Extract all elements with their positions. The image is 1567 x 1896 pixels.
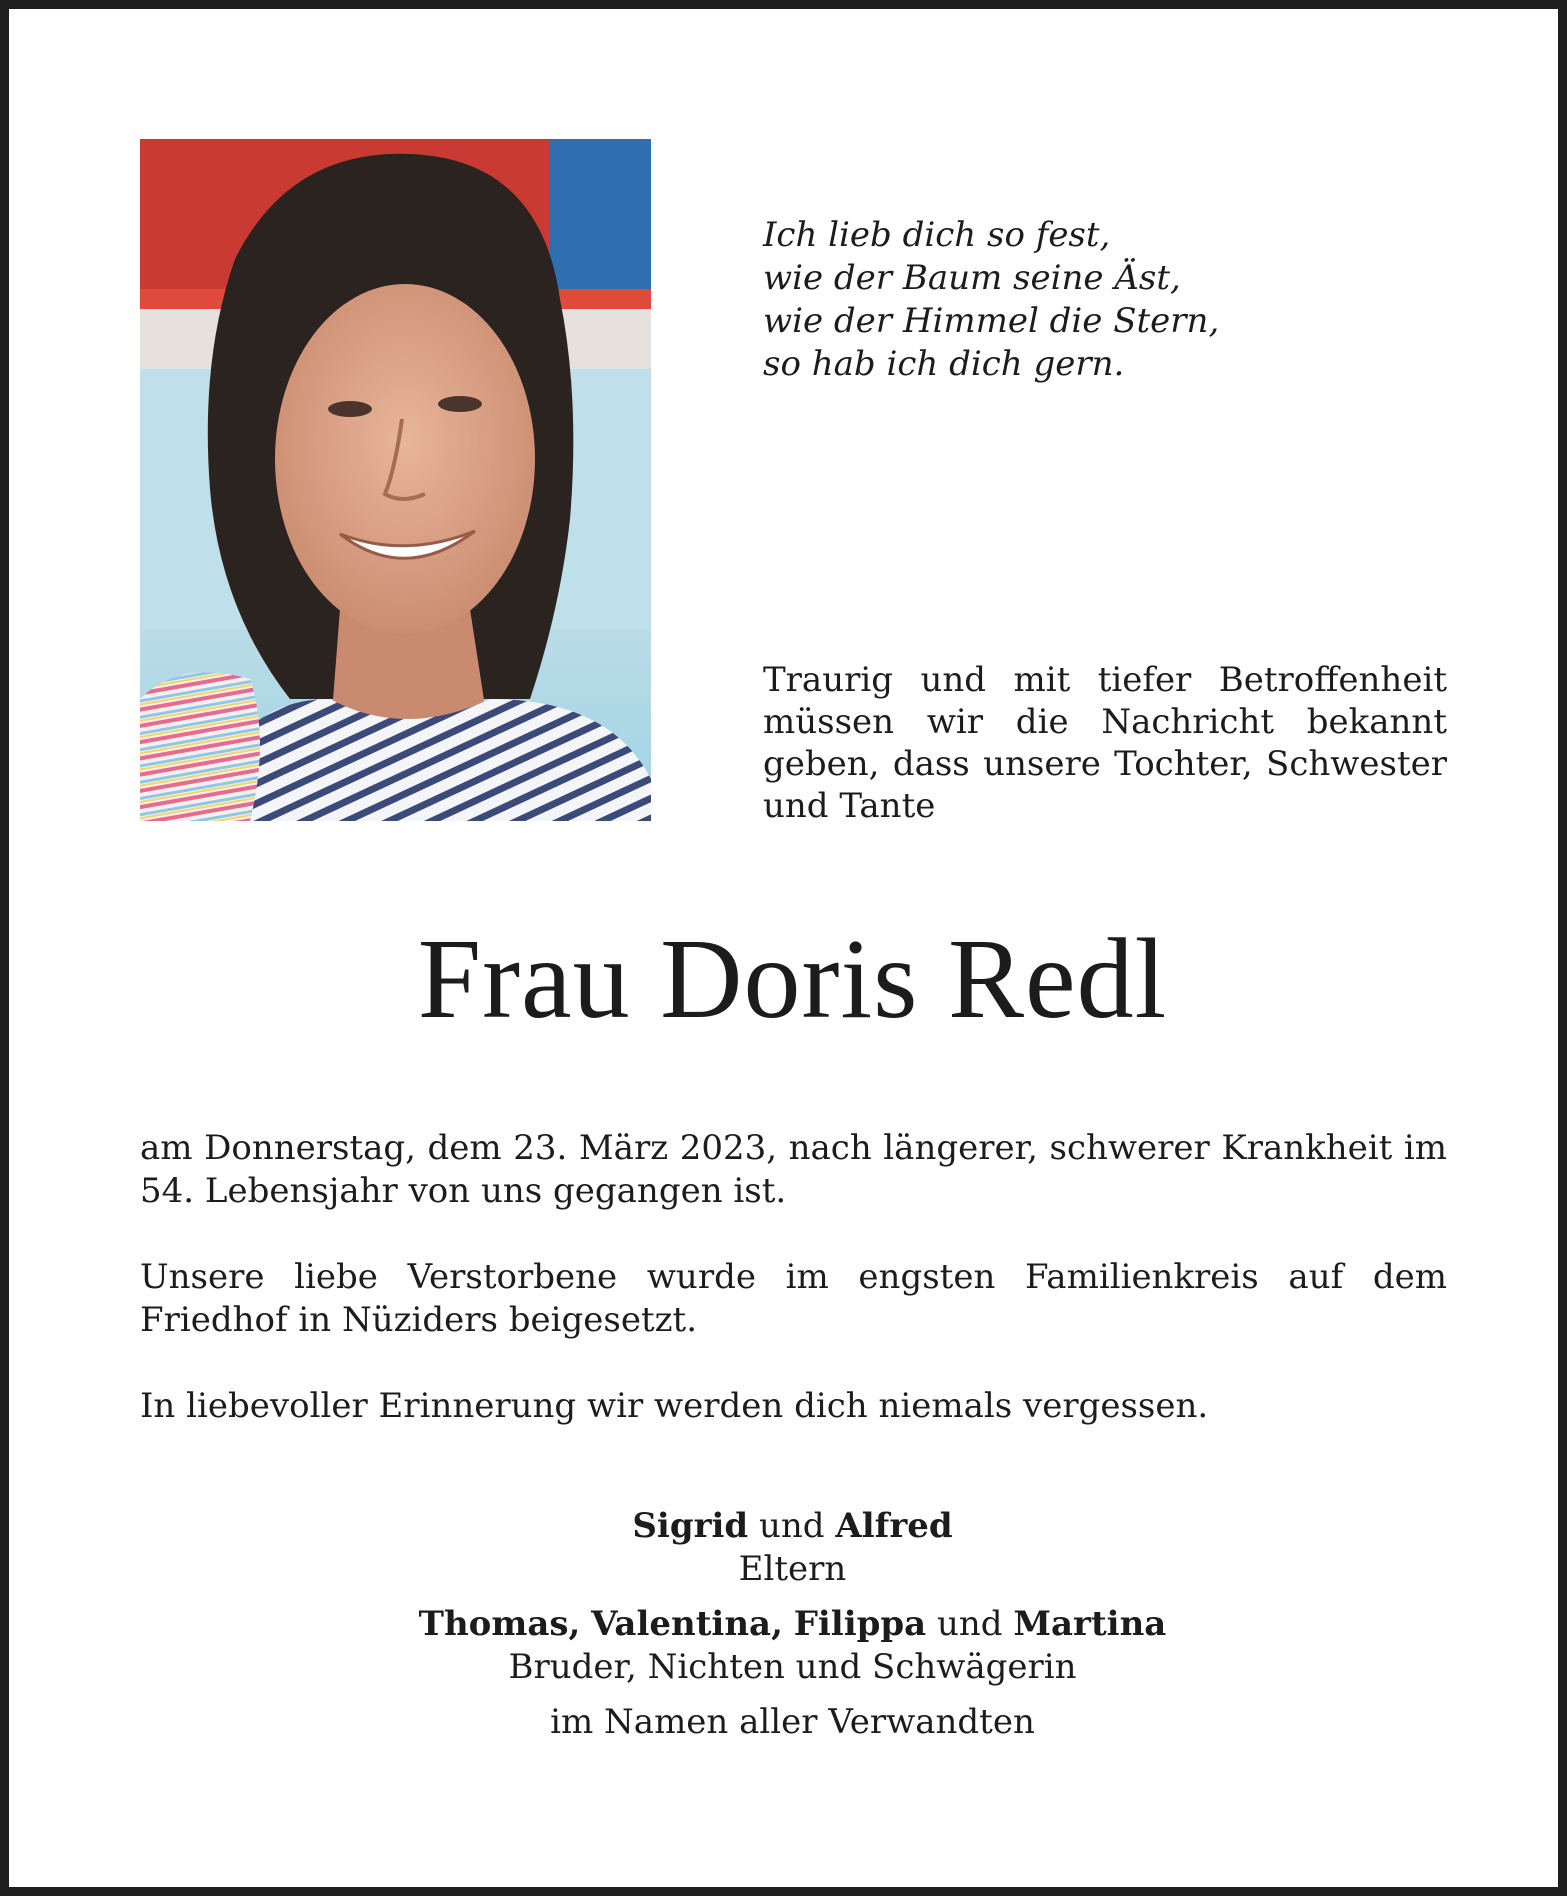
relative-name: Filippa — [793, 1604, 927, 1644]
poem-line: so hab ich dich gern. — [763, 344, 1125, 384]
poem-verse — [763, 214, 1219, 386]
poem-line: wie der Baum seine Äst, — [763, 258, 1181, 298]
portrait-image — [140, 139, 651, 821]
portrait-photo — [140, 139, 651, 821]
poem-line: Ich lieb dich so fest, — [763, 215, 1111, 255]
siblings-group — [9, 1603, 1567, 1689]
relative-name: Thomas, — [418, 1604, 581, 1644]
death-notice-paragraph: am Donnerstag, dem 23. März 2023, nach längerer, schwerer Krankheit im 54. Lebensjahr von uns gegangen ist. — [140, 1128, 1447, 1211]
conjunction: und — [759, 1506, 825, 1546]
relative-name: Martina — [1013, 1604, 1167, 1644]
siblings-names — [9, 1603, 1567, 1646]
burial-paragraph: Unsere liebe Verstorbene wurde im engsten Familienkreis auf dem Friedhof in Nüziders beigesetzt. — [140, 1257, 1447, 1340]
closing-line: im Namen aller Verwandten — [550, 1702, 1035, 1742]
poem-line: wie der Himmel die Stern, — [763, 301, 1220, 341]
conjunction: und — [937, 1604, 1003, 1644]
parents-relation: Eltern — [738, 1549, 847, 1589]
parent-name: Sigrid — [632, 1506, 749, 1546]
deceased-name: Frau Doris Redl — [417, 915, 1168, 1042]
intro-text: Traurig und mit tiefer Betroffenheit müssen wir die Nachricht bekannt geben, dass unsere Tochter, Schwester und Tante — [763, 660, 1447, 826]
parents-group — [9, 1505, 1567, 1591]
siblings-relation: Bruder, Nichten und Schwägerin — [508, 1647, 1077, 1687]
relative-name: Valentina, — [591, 1604, 783, 1644]
mourners-signatures — [9, 1505, 1567, 1744]
remembrance-paragraph: In liebevoller Erinnerung wir werden dich niemals vergessen. — [140, 1386, 1209, 1426]
parent-name: Alfred — [835, 1506, 953, 1546]
parents-names — [9, 1505, 1567, 1548]
notice-body — [140, 1127, 1447, 1471]
